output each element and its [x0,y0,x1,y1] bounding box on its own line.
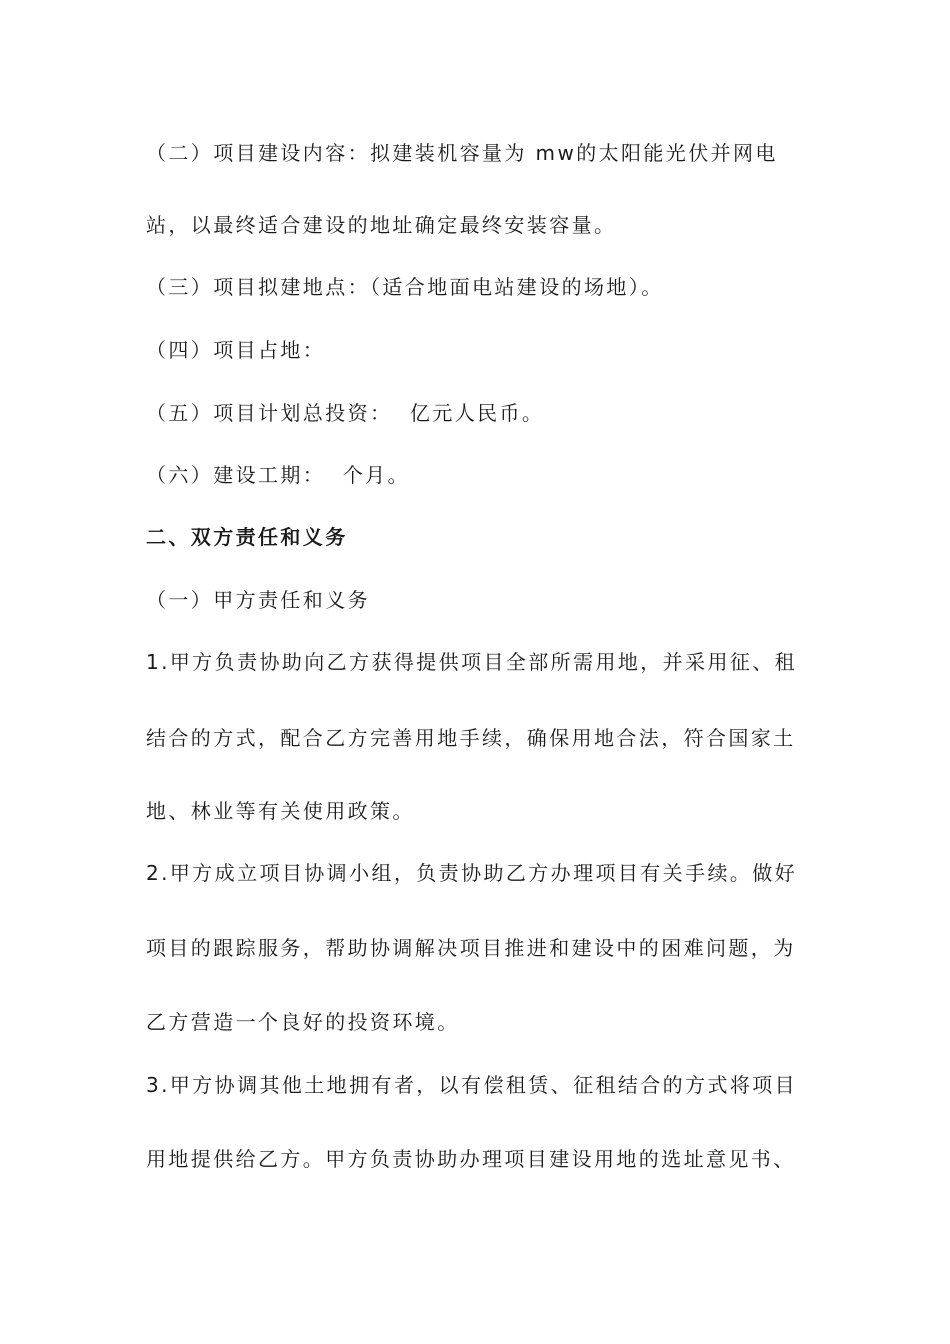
subsection-heading: （一）甲方责任和义务 [146,588,370,612]
text-line: （四）项目占地： [146,338,326,362]
text-line: 结合的方式，配合乙方完善用地手续，确保用地合法，符合国家土 [146,726,796,750]
text-line: （三）项目拟建地点：（适合地面电站建设的场地）。 [146,275,664,299]
text-line: （五）项目计划总投资： 亿元人民币。 [146,401,545,425]
text-line: 站，以最终适合建设的地址确定最终安装容量。 [146,213,617,237]
text-line: 项目的跟踪服务，帮助协调解决项目推进和建设中的困难问题，为 [146,936,796,960]
text-line: 2.甲方成立项目协调小组，负责协助乙方办理项目有关手续。做好 [146,861,798,885]
text-line: 1.甲方负责协助向乙方获得提供项目全部所需用地，并采用征、租 [146,650,798,674]
text-line: 乙方营造一个良好的投资环境。 [146,1010,460,1034]
text-line: 3.甲方协调其他土地拥有者，以有偿租赁、征租结合的方式将项目 [146,1073,798,1097]
text-line: 地、林业等有关使用政策。 [146,799,415,823]
text-line: 用地提供给乙方。甲方负责协助办理项目建设用地的选址意见书、 [146,1147,796,1171]
text-line: （二）项目建设内容：拟建装机容量为 mw的太阳能光伏并网电 [146,141,778,165]
text-line: （六）建设工期： 个月。 [146,463,410,487]
section-heading: 二、双方责任和义务 [146,525,348,549]
